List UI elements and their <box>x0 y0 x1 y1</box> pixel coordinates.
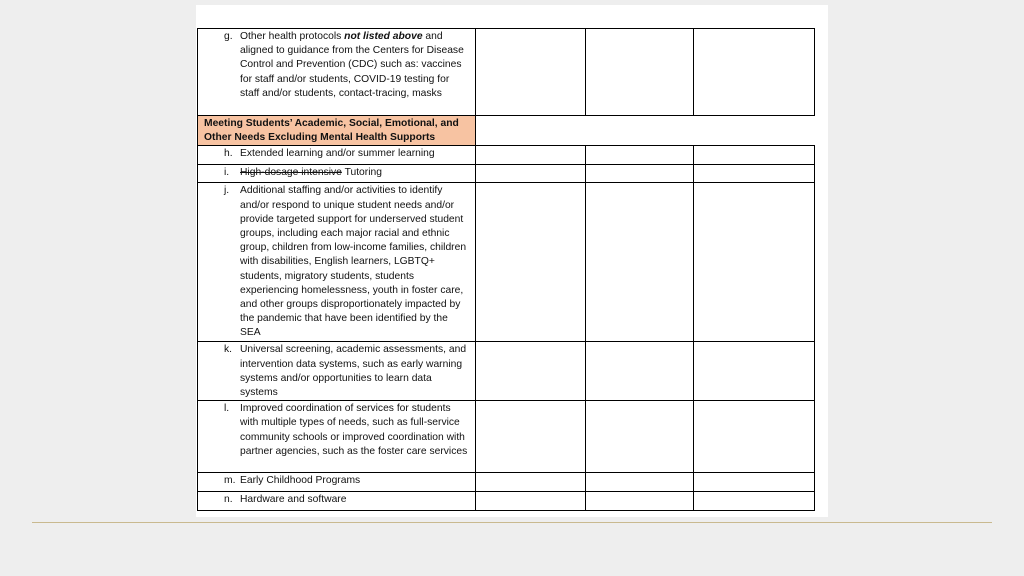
row-text: Hardware and software <box>240 494 347 506</box>
row-letter: j. <box>224 185 230 197</box>
row-item-cell <box>198 473 476 492</box>
blank-cell[interactable] <box>694 29 815 116</box>
divider-rule <box>32 522 992 523</box>
blank-cell[interactable] <box>476 183 586 342</box>
blank-cell[interactable] <box>586 165 694 183</box>
row-text: Additional staffing and/or activities to identify and/or respond to unique student needs and/or provide targeted support for underserved student groups, including each major racial and ethnic group, children from low-income families, children with disabilities, English learners, LGBTQ+ students, migratory students, students experiencing homelessness, youth in foster care, and other groups disproportionately impacted by the pandemic that have been identified by the SEA <box>240 185 467 339</box>
row-item-cell <box>198 401 476 473</box>
struck-text: High-dosage intensive <box>240 167 342 179</box>
row-item-cell <box>198 29 476 116</box>
row-item-cell <box>198 183 476 342</box>
blank-cell[interactable] <box>476 492 586 511</box>
blank-cell[interactable] <box>476 342 586 401</box>
row-text: Early Childhood Programs <box>240 475 361 487</box>
emphasis-text: not listed above <box>344 31 423 42</box>
row-letter: m. <box>224 475 236 487</box>
row-letter: h. <box>224 148 233 160</box>
row-item-cell <box>198 492 476 511</box>
row-text: High-dosage intensive Tutoring <box>240 167 382 179</box>
blank-cell[interactable] <box>694 473 815 492</box>
section-heading-row <box>198 116 815 146</box>
blank-cell[interactable] <box>476 29 586 116</box>
blank-cell[interactable] <box>586 401 694 473</box>
section-heading: Meeting Students’ Academic, Social, Emotional, and Other Needs Excluding Mental Health Supports <box>198 116 476 146</box>
blank-cell[interactable] <box>586 473 694 492</box>
blank-cell[interactable] <box>586 183 694 342</box>
row-item-cell <box>198 146 476 165</box>
blank-cell[interactable] <box>694 492 815 511</box>
blank-cell[interactable] <box>476 146 586 165</box>
blank-cell[interactable] <box>694 401 815 473</box>
form-table <box>197 28 815 511</box>
blank-cell[interactable] <box>586 492 694 511</box>
table-row-l <box>198 401 815 473</box>
row-letter: i. <box>224 167 230 179</box>
row-letter: k. <box>224 344 233 356</box>
blank-cell[interactable] <box>694 342 815 401</box>
table-row-i <box>198 165 815 183</box>
blank-cell[interactable] <box>476 473 586 492</box>
row-item-cell <box>198 342 476 401</box>
table-row-g <box>198 29 815 116</box>
blank-cell[interactable] <box>476 401 586 473</box>
row-text: Other health protocols not listed above and aligned to guidance from the Centers for Disease Control and Prevention (CDC) such as: vaccines for staff and/or students, COVID-19 testing for staff and/or students, contact-tracing, masks <box>240 31 464 99</box>
row-item-cell <box>198 165 476 183</box>
section-spacer <box>476 116 815 146</box>
blank-cell[interactable] <box>694 183 815 342</box>
document-page <box>196 5 828 517</box>
row-letter: g. <box>224 31 233 42</box>
table-row-m <box>198 473 815 492</box>
row-letter: n. <box>224 494 233 506</box>
row-text: Improved coordination of services for students with multiple types of needs, such as full-service community schools or improved coordination with partner agencies, such as the foster care services <box>240 403 468 457</box>
table-row-j <box>198 183 815 342</box>
table-row-h <box>198 146 815 165</box>
blank-cell[interactable] <box>694 165 815 183</box>
row-text: Universal screening, academic assessments, and intervention data systems, such as early warning systems and/or opportunities to learn data systems <box>240 344 467 399</box>
table-row-n <box>198 492 815 511</box>
blank-cell[interactable] <box>586 29 694 116</box>
blank-cell[interactable] <box>586 146 694 165</box>
table-row-k <box>198 342 815 401</box>
blank-cell[interactable] <box>694 146 815 165</box>
row-text: Extended learning and/or summer learning <box>240 148 435 160</box>
blank-cell[interactable] <box>476 165 586 183</box>
blank-cell[interactable] <box>586 342 694 401</box>
row-letter: l. <box>224 403 230 415</box>
